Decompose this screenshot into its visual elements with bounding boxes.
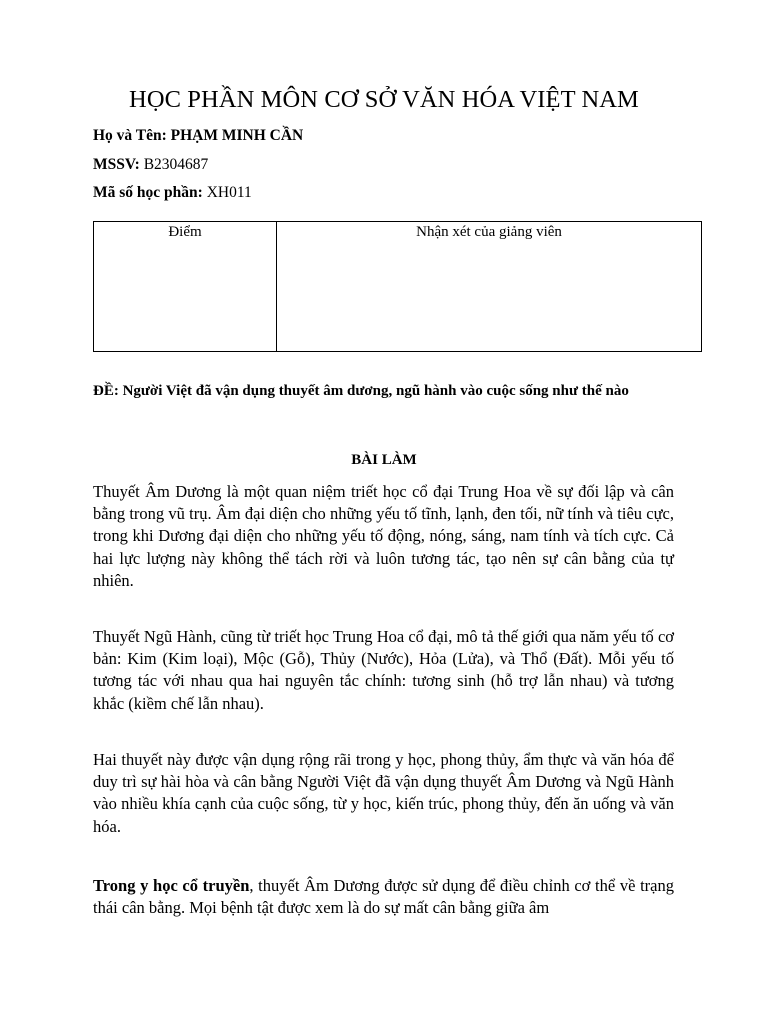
paragraph-medicine-text: , thuyết Âm Dương được sử dụng để điều chỉnh cơ thể về trạng thái cân bằng. Mọi bệnh tật được xem là do sự mất cân bằng giữa âm xyxy=(93,876,674,918)
student-id-line xyxy=(93,156,208,174)
paragraph-medicine-lead: Trong y học cổ truyền xyxy=(93,876,250,895)
paragraph-five-elements: Thuyết Ngũ Hành, cũng từ triết học Trung Hoa cổ đại, mô tả thế giới qua năm yếu tố cơ bản: Kim (Kim loại), Mộc (Gỗ), Thủy (Nước), Hỏa (Lửa), và Thổ (Đất). Mỗi yếu tố tương tác với nhau qua hai nguyên tắc chính: tương sinh (hỗ trợ lẫn nhau) và tương khắc (kiềm chế lẫn nhau). xyxy=(93,627,674,713)
comment-cell xyxy=(277,222,702,352)
question-text: Người Việt đã vận dụng thuyết âm dương, ngũ hành vào cuộc sống như thế nào xyxy=(118,383,629,399)
student-name-line xyxy=(93,127,303,145)
score-cell xyxy=(94,222,277,352)
paragraph-application: Hai thuyết này được vận dụng rộng rãi trong y học, phong thủy, ẩm thực và văn hóa để duy trì sự hài hòa và cân bằng Người Việt đã vận dụng thuyết Âm Dương và Ngũ Hành vào nhiều khía cạnh của cuộc sống, từ y học, kiến trúc, phong thủy, đến ăn uống và văn hóa. xyxy=(93,750,674,836)
course-code-value: XH011 xyxy=(202,184,252,201)
student-name-label: Họ và Tên: xyxy=(93,127,167,144)
course-code-line xyxy=(93,184,252,202)
student-id-value: B2304687 xyxy=(139,156,209,173)
paragraph-medicine xyxy=(93,875,674,919)
assignment-question xyxy=(93,380,678,402)
student-id-label: MSSV: xyxy=(93,156,140,173)
question-label: ĐỀ: xyxy=(93,383,119,399)
grade-table xyxy=(93,221,702,352)
comment-header: Nhận xét của giảng viên xyxy=(416,224,562,240)
page-title: HỌC PHẦN MÔN CƠ SỞ VĂN HÓA VIỆT NAM xyxy=(129,86,639,113)
score-header: Điểm xyxy=(168,224,202,240)
course-code-label: Mã số học phần: xyxy=(93,184,203,201)
paragraph-yin-yang: Thuyết Âm Dương là một quan niệm triết học cổ đại Trung Hoa về sự đối lập và cân bằng trong vũ trụ. Âm đại diện cho những yếu tố tĩnh, lạnh, đen tối, nữ tính và tiêu cực, trong khi Dương đại diện cho những yếu tố động, nóng, sáng, nam tính và tích cực. Cả hai lực lượng này không thể tách rời và luôn tương tác, tạo nên sự cân bằng của tự nhiên. xyxy=(93,482,674,590)
student-name-value: PHẠM MINH CẦN xyxy=(166,127,304,144)
section-heading: BÀI LÀM xyxy=(351,452,417,468)
